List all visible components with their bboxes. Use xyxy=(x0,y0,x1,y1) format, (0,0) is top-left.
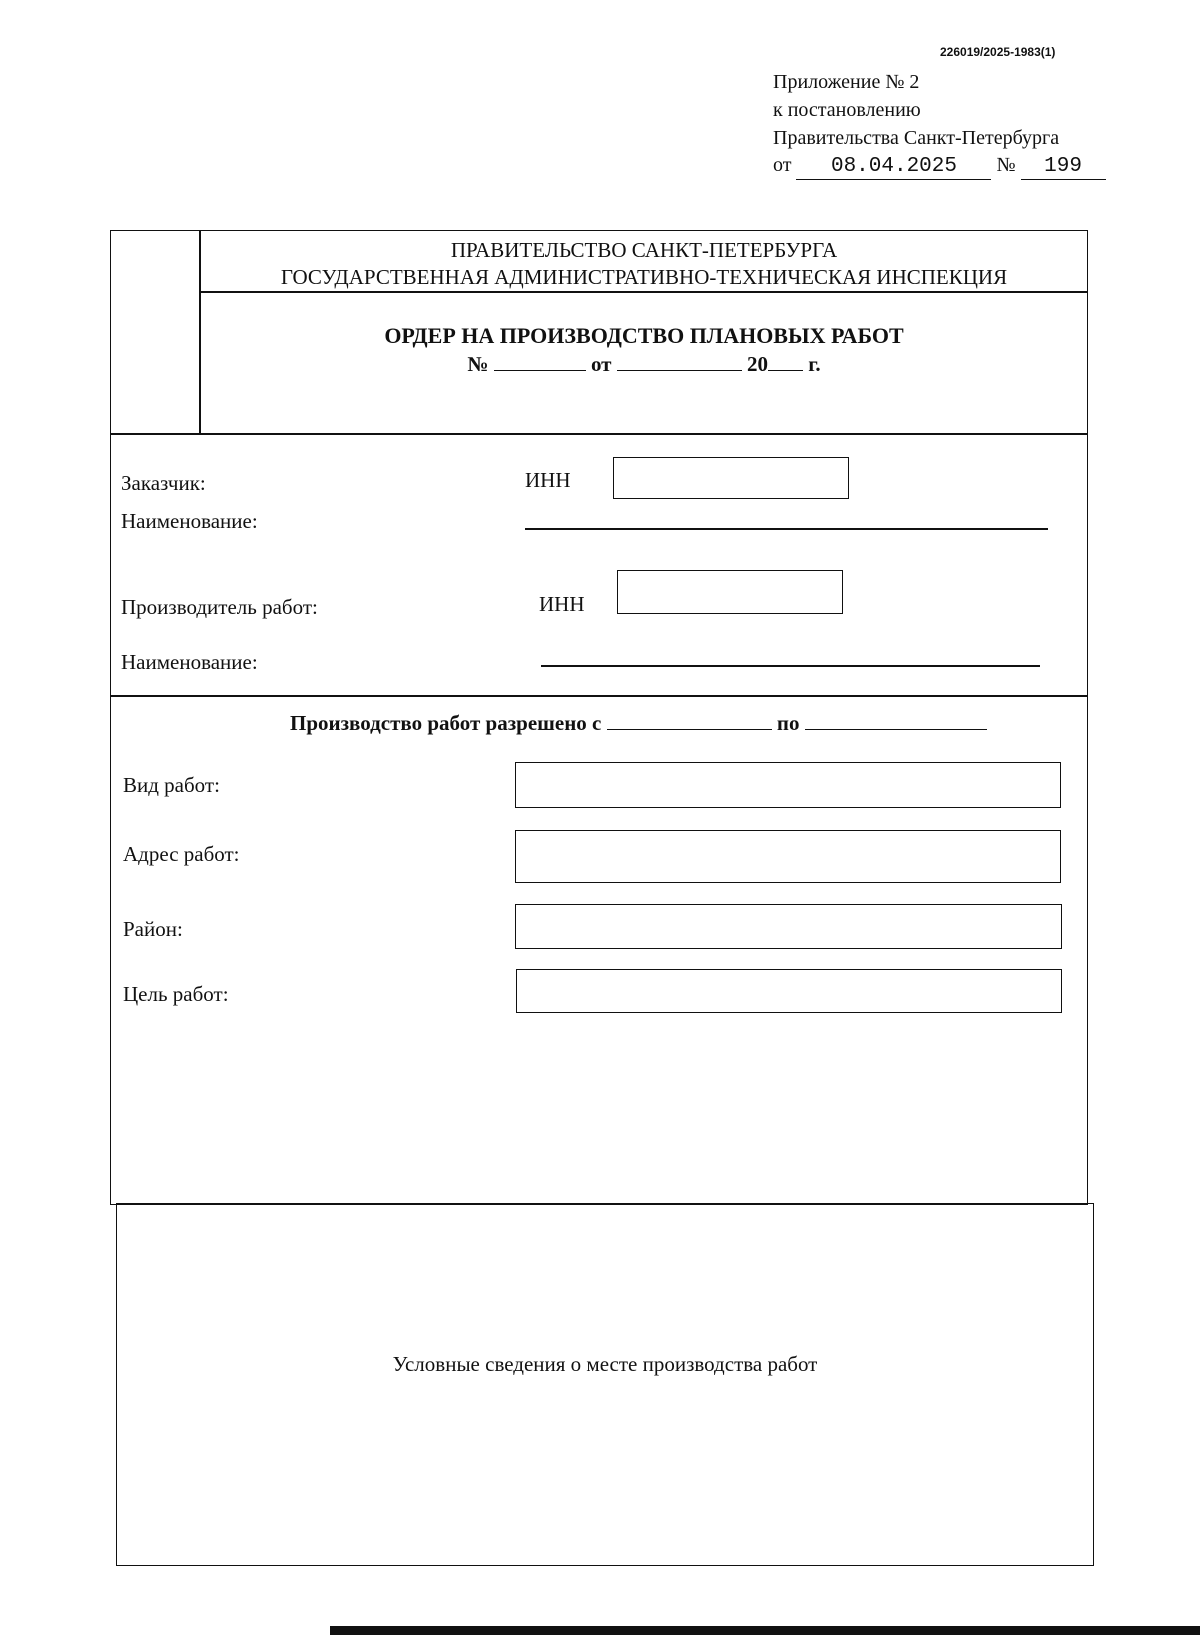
work-type-field[interactable] xyxy=(515,762,1061,808)
document-id: 226019/2025-1983(1) xyxy=(940,45,1056,59)
contractor-name-label: Наименование: xyxy=(121,650,258,674)
location-sketch-frame[interactable] xyxy=(116,1203,1094,1566)
contractor-inn-label: ИНН xyxy=(539,592,585,616)
work-address-field[interactable] xyxy=(515,830,1061,883)
appendix-date: 08.04.2025 xyxy=(796,156,991,180)
order-year-suffix: г. xyxy=(808,352,821,376)
order-number-blank[interactable] xyxy=(494,352,586,371)
work-address-label: Адрес работ: xyxy=(123,842,240,866)
org-name-line1: ПРАВИТЕЛЬСТВО САНКТ-ПЕТЕРБУРГА xyxy=(450,238,838,262)
district-field[interactable] xyxy=(515,904,1062,949)
works-permitted-label: Производство работ разрешено с xyxy=(290,711,602,735)
customer-inn-label: ИНН xyxy=(525,468,571,492)
appendix-line1: Приложение № 2 xyxy=(773,71,920,93)
appendix-line3: Правительства Санкт-Петербурга xyxy=(773,127,1060,149)
order-from-label: от xyxy=(590,352,612,376)
district-label: Район: xyxy=(123,917,183,941)
work-purpose-label: Цель работ: xyxy=(123,982,229,1006)
work-type-label: Вид работ: xyxy=(123,773,220,797)
works-to-label: по xyxy=(776,711,800,735)
order-title: ОРДЕР НА ПРОИЗВОДСТВО ПЛАНОВЫХ РАБОТ xyxy=(384,323,904,348)
works-start-blank[interactable] xyxy=(607,711,772,730)
appendix-from-label: от xyxy=(773,154,792,176)
org-name-line2: ГОСУДАРСТВЕННАЯ АДМИНИСТРАТИВНО-ТЕХНИЧЕСКАЯ ИНСПЕКЦИЯ xyxy=(280,265,1008,289)
appendix-date-line xyxy=(773,153,1106,180)
location-label: Условные сведения о месте производства работ xyxy=(392,1352,818,1376)
appendix-number: 199 xyxy=(1021,156,1106,180)
appendix-line2: к постановлению xyxy=(773,99,921,121)
contractor-inn-field[interactable] xyxy=(617,570,843,614)
order-year-prefix: 20 xyxy=(746,352,768,376)
order-date-blank[interactable] xyxy=(617,352,742,371)
customer-name-field[interactable] xyxy=(525,528,1048,530)
scan-bottom-edge xyxy=(330,1626,1200,1635)
customer-label: Заказчик: xyxy=(121,471,206,495)
work-purpose-field[interactable] xyxy=(516,969,1062,1013)
order-number-label: № xyxy=(467,352,489,376)
works-end-blank[interactable] xyxy=(805,711,987,730)
contractor-name-field[interactable] xyxy=(541,665,1040,667)
customer-name-label: Наименование: xyxy=(121,509,258,533)
works-period-line xyxy=(290,711,987,736)
order-year-blank[interactable] xyxy=(768,352,803,371)
header-org-divider xyxy=(199,291,1087,293)
customer-inn-field[interactable] xyxy=(613,457,849,499)
contractor-label: Производитель работ: xyxy=(121,595,318,619)
appendix-number-label: № xyxy=(996,154,1016,176)
order-number-line xyxy=(200,352,1088,377)
